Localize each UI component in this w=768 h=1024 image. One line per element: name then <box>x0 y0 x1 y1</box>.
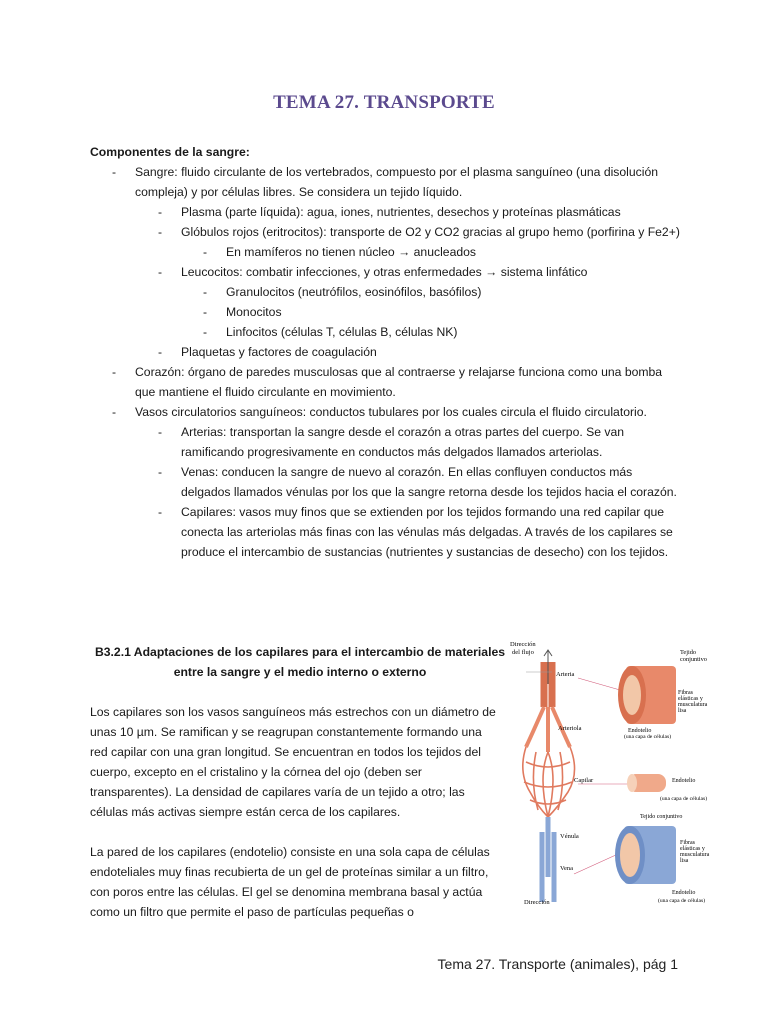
list-item <box>90 242 680 262</box>
components-section <box>90 142 680 562</box>
list-item-text: Glóbulos rojos (eritrocitos): transporte de O2 y CO2 gracias al grupo hemo (porfirina y Fe2+) <box>181 225 680 239</box>
pointer-line <box>578 678 620 690</box>
list-item <box>90 322 680 342</box>
label-venula: Vénula <box>560 833 579 840</box>
list-item-text: Vasos circulatorios sanguíneos: conductos tubulares por los cuales circula el fluido circulatorio. <box>135 405 647 419</box>
list-item <box>90 302 680 322</box>
list-item <box>90 222 680 242</box>
bullet-dash: - <box>203 305 208 319</box>
components-list <box>90 162 680 562</box>
list-item <box>90 462 680 502</box>
list-item-text: Sangre: fluido circulante de los vertebrados, compuesto por el plasma sanguíneo (una disolución compleja) y por células libres. Se considera un tejido líquido. <box>135 165 659 199</box>
list-item <box>90 342 680 362</box>
list-item <box>90 202 680 222</box>
label-flow-direction-2: del flujo <box>512 649 534 656</box>
list-item-text: En mamíferos no tienen núcleo → anucleados <box>226 245 476 259</box>
label-tissue: Tejido <box>680 649 696 656</box>
label-vein-fibers-3: musculatura <box>680 852 710 858</box>
capillary-lumen <box>627 774 637 792</box>
label-vein-fibers-4: lisa <box>680 858 689 864</box>
label-vena: Vena <box>560 865 573 872</box>
bullet-dash: - <box>158 345 163 359</box>
paragraph-capillaries: Los capilares son los vasos sanguíneos más estrechos con un diámetro de unas 10 µm. Se ramifican y se reagrupan constantemente formando una red capilar con una gran longitud. Se encuentran en todos los tejidos del cuerpo, excepto en el cristalino y la córnea del ojo (deben ser transparentes). La densidad de capilares varía de un tejido a otro; las células más activas siempre están cerca de los capilares. <box>90 705 496 819</box>
list-item <box>90 282 680 302</box>
bullet-dash: - <box>158 265 163 279</box>
capillary-network <box>523 747 575 817</box>
label-fibers-2: elásticas y <box>678 696 703 702</box>
label-fibers: Fibras <box>678 690 693 696</box>
label-endothelium: Endotelio <box>628 728 652 734</box>
list-item-text: Monocitos <box>226 305 282 319</box>
label-endothelium-2: (una capa de células) <box>624 734 672 740</box>
bullet-dash: - <box>158 205 163 219</box>
bullet-dash: - <box>203 325 208 339</box>
label-flow-direction: Dirección <box>510 641 536 648</box>
vein-stem <box>542 817 554 902</box>
label-fibers-3: musculatura <box>678 702 708 708</box>
bullet-dash: - <box>112 365 117 379</box>
list-item-text: Granulocitos (neutrófilos, eosinófilos, basófilos) <box>226 285 482 299</box>
label-arteriola: Arteriola <box>558 725 582 732</box>
bullet-dash: - <box>158 465 163 479</box>
vein-lumen <box>620 833 640 877</box>
page-footer: Tema 27. Transporte (animales), pág 1 <box>437 956 678 972</box>
blood-vessels-figure <box>508 632 724 912</box>
label-vein-tissue: Tejido conjuntivo <box>640 814 683 820</box>
label-vein-endothelium-2: (una capa de células) <box>658 898 706 904</box>
list-item <box>90 162 680 202</box>
bullet-dash: - <box>158 425 163 439</box>
list-item <box>90 402 680 422</box>
label-vein-fibers-2: elásticas y <box>680 846 705 852</box>
label-direction-bottom: Dirección <box>524 899 550 906</box>
label-capilar: Capilar <box>574 777 594 784</box>
label-capillary-endothelium-2: (una capa de células) <box>660 796 708 802</box>
bullet-dash: - <box>158 225 163 239</box>
bullet-dash: - <box>112 165 117 179</box>
label-arteria: Arteria <box>556 671 575 678</box>
vessels-diagram <box>508 632 724 912</box>
list-item-text: Corazón: órgano de paredes musculosas que al contraerse y relajarse funciona como una bomba que mantiene el fluido circulante en movimiento. <box>135 365 663 399</box>
bullet-dash: - <box>158 505 163 519</box>
label-capillary-endothelium: Endotelio <box>672 778 696 784</box>
bullet-dash: - <box>112 405 117 419</box>
bullet-dash: - <box>203 245 208 259</box>
paragraph-capillary-wall: La pared de los capilares (endotelio) consiste en una sola capa de células endoteliales muy finas recubierta de un gel de proteínas similar a un filtro, con poros entre las células. El gel se denomina membrana basal y actúa como un filtro que permite el paso de partículas pequeñas o <box>90 845 490 919</box>
label-vein-endothelium: Endotelio <box>672 890 696 896</box>
artery-lumen <box>623 675 641 715</box>
pointer-line <box>574 854 618 874</box>
list-item-text: Leucocitos: combatir infecciones, y otras enfermedades → sistema linfático <box>181 265 588 279</box>
list-item <box>90 362 680 402</box>
list-item-text: Plaquetas y factores de coagulación <box>181 345 377 359</box>
list-item-text: Arterias: transportan la sangre desde el corazón a otras partes del cuerpo. Se van ramificando progresivamente en conductos más delgados llamados arteriolas. <box>181 425 625 459</box>
list-item-text: Capilares: vasos muy finos que se extienden por los tejidos formando una red capilar que conecta las arteriolas más finas con las vénulas más delgadas. A través de los capilares se produce el intercambio de sustancias (nutrientes y sustancias de desecho) con los tejidos. <box>181 505 673 559</box>
list-item-text: Linfocitos (células T, células B, células NK) <box>226 325 458 339</box>
label-vein-fibers: Fibras <box>680 840 695 846</box>
page-title: TEMA 27. TRANSPORTE <box>273 92 495 113</box>
list-item <box>90 422 680 462</box>
section-heading-b321: B3.2.1 Adaptaciones de los capilares para el intercambio de materiales entre la sangre y el medio interno o externo <box>94 645 506 679</box>
list-item-text: Venas: conducen la sangre de nuevo al corazón. En ellas confluyen conductos más delgados llamados vénulas por los que la sangre retorna desde los tejidos hacia el corazón. <box>181 465 677 499</box>
list-item <box>90 502 680 562</box>
list-item <box>90 262 680 282</box>
label-fibers-4: lisa <box>678 708 687 714</box>
list-item-text: Plasma (parte líquida): agua, iones, nutrientes, desechos y proteínas plasmáticas <box>181 205 621 219</box>
bullet-dash: - <box>203 285 208 299</box>
label-tissue-2: conjuntivo <box>680 656 707 663</box>
section-heading: Componentes de la sangre: <box>90 145 250 159</box>
